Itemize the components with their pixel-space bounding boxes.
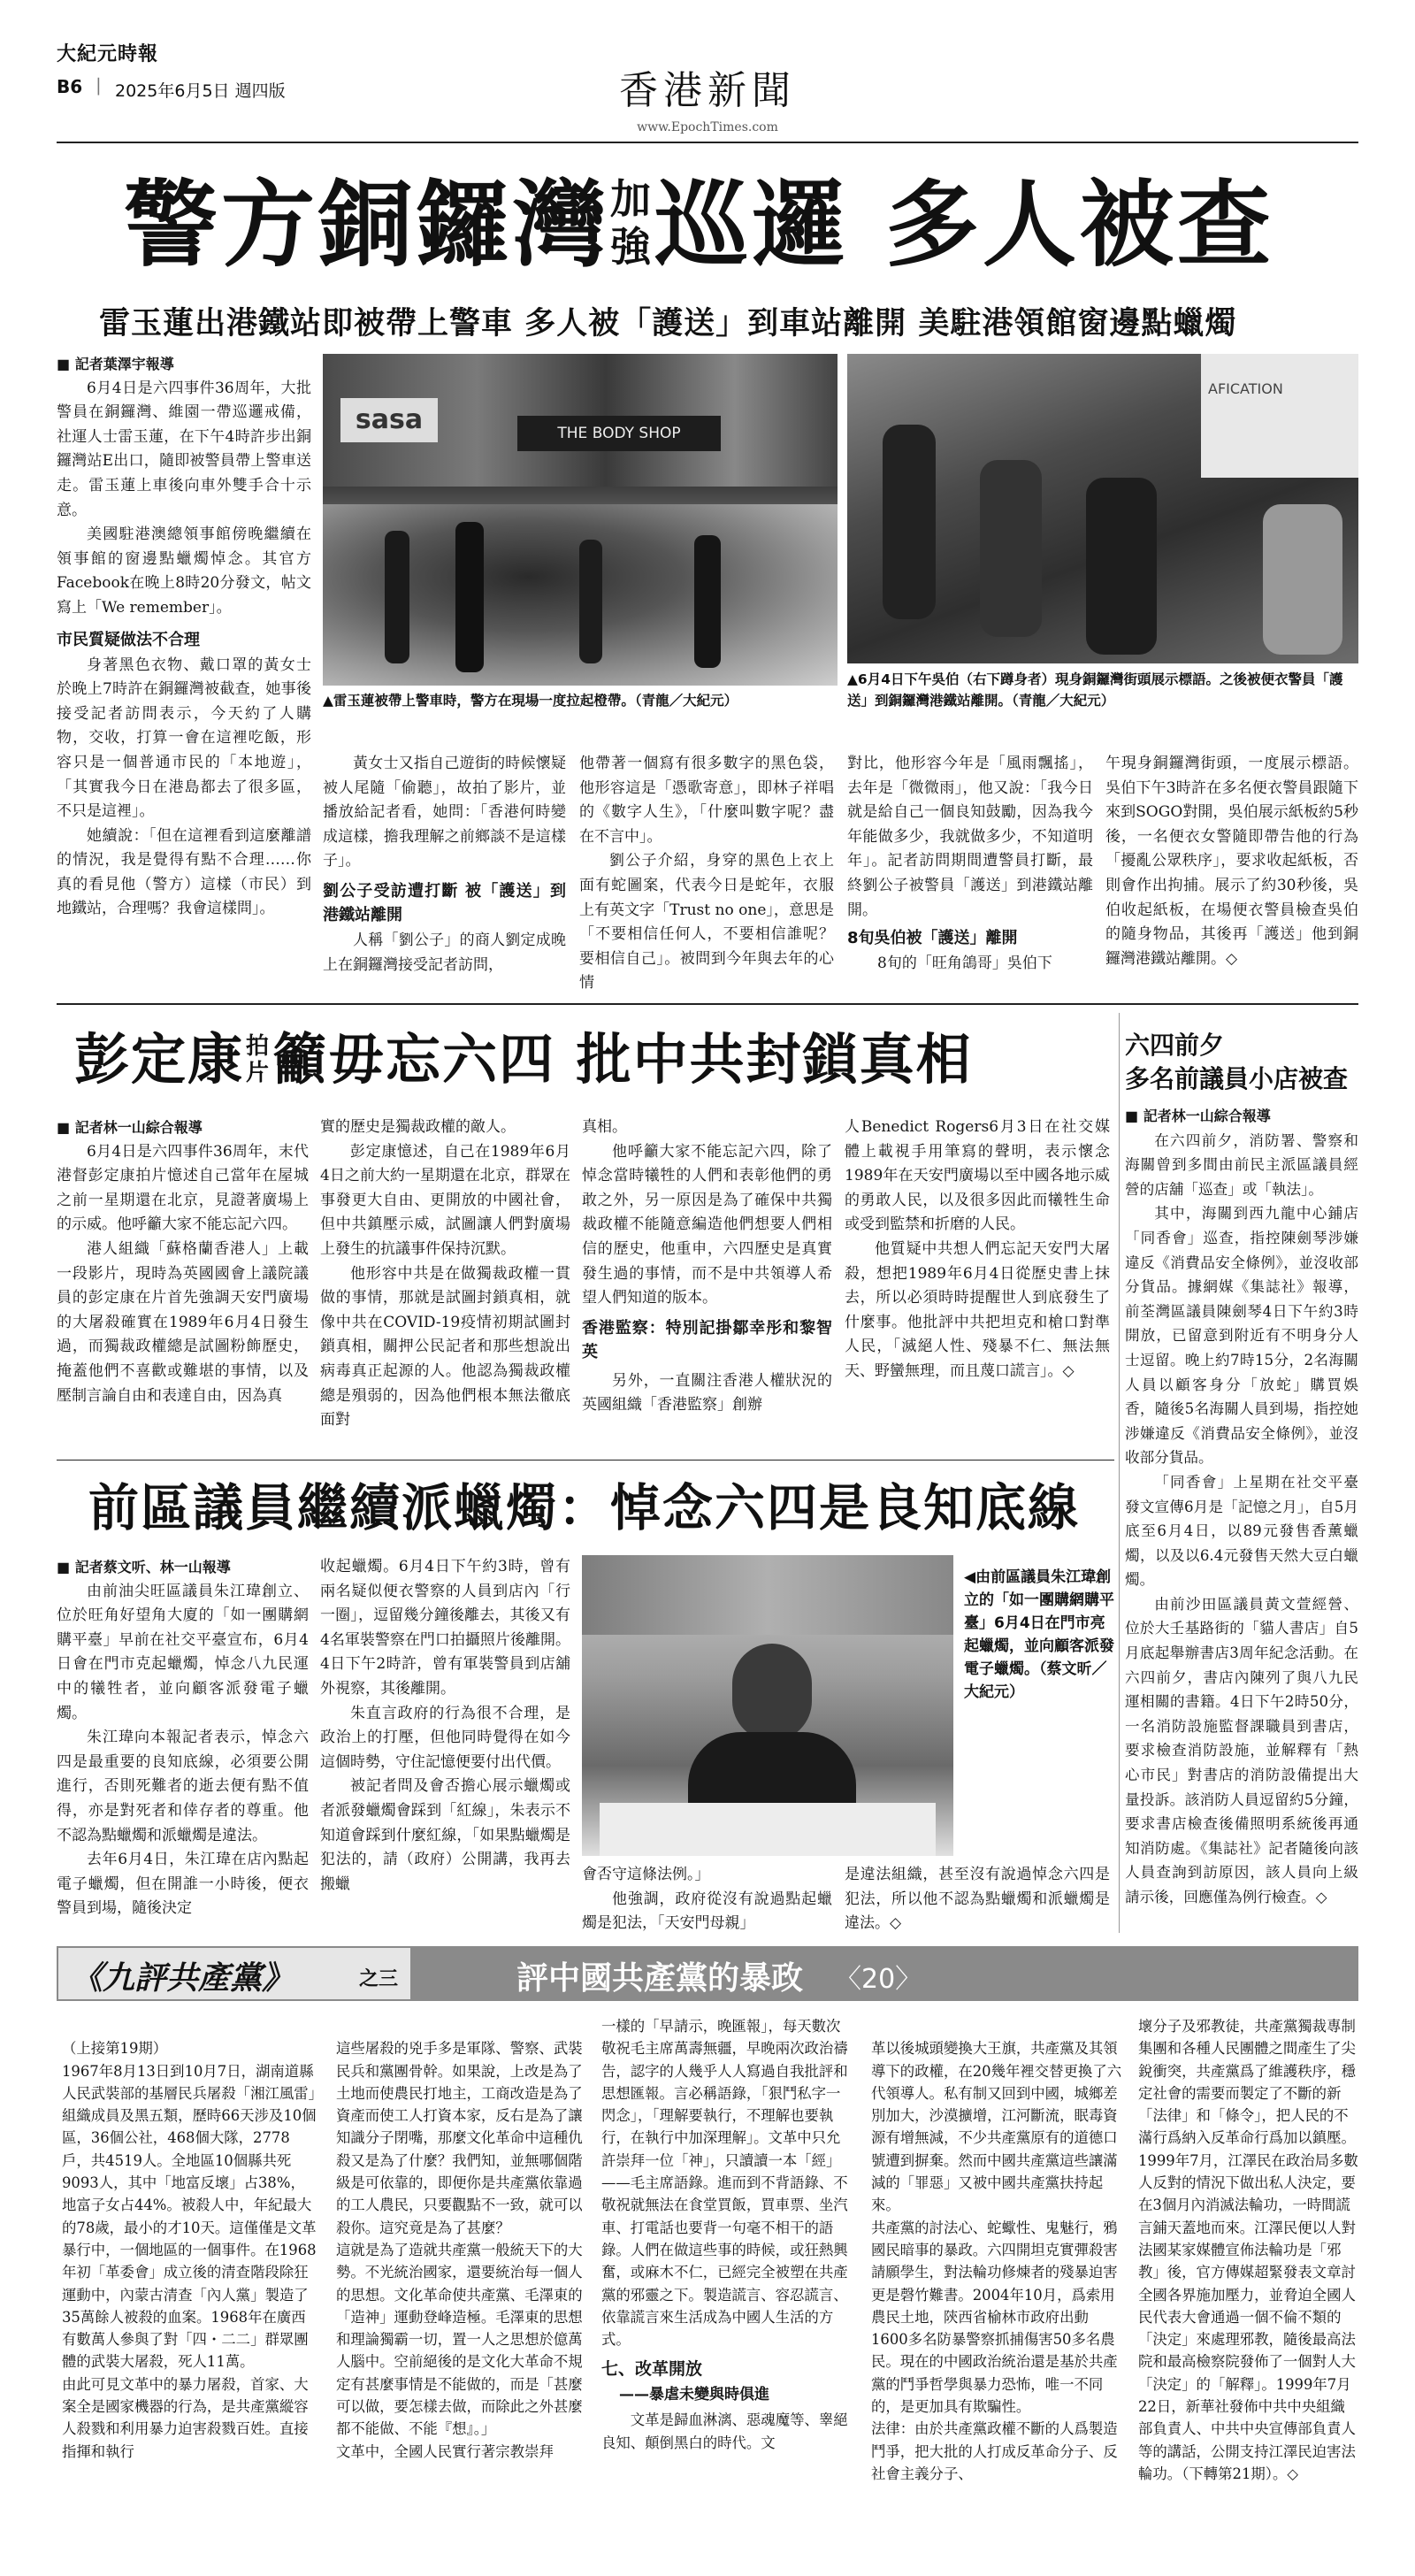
person-figure bbox=[1086, 478, 1157, 655]
store-sign-sasa bbox=[340, 398, 438, 442]
paragraph: 去年6月4日，朱江瑋在店內點起電子蠟燭，但在開誰一小時後，便衣警員到場，隨後決定 bbox=[57, 1851, 309, 1918]
story3-headline: 前區議員繼續派蠟燭：悼念六四是良知底線 bbox=[88, 1479, 1080, 1537]
paragraph: （上接第19期） 1967年8月13日到10月7日，湖南道縣人民武裝部的基層民兵屠殺「湘江風雷」組織成員及黑五類，歷時66天涉及10個區，36個公社，468個大隊，2778戶，共4519人。全地區10個縣共死9093人，其中「地富反壞」占38%，地富子女占44%。被殺人中，年紀最大的78歲，最小的才10天。這僅僅是文革暴行中，一個地區的一個事件。在1968年初「革委會」成立後的清查階段除狂運動中，內蒙古清查「內人黨」製造了35萬餘人被殺的血案。1968年在廣西有數萬人參與了對「四・二二」群眾團體的武裝大屠殺，死人11萬。 由此可見文革中的暴力屠殺，首家、大案全是國家機器的行為，是共產黨縱容人殺戮和利用暴力迫害殺戮百姓。直接指揮和執行 bbox=[62, 2040, 317, 2460]
separator: | bbox=[96, 74, 102, 96]
story2-col3 bbox=[582, 1116, 832, 1443]
paragraph: 會否守這條法例。」 bbox=[582, 1866, 710, 1883]
paragraph: 港人組織「蘇格蘭香港人」上載一段影片，現時為英國國會上議院議員的彭定康在片首先強調天安門廣場的大屠殺確實在1989年6月4日發生過，而獨裁政權總是試圖粉飾歷史，掩蓋他們不喜歡或難堪的事情，以及壓制言論自由和表達自由，因為真 bbox=[57, 1239, 309, 1405]
story3-col2 bbox=[320, 1555, 570, 1931]
paragraph: 革以後城頭變換大王旗，共產黨及其領導下的政權，在20幾年裡交替更換了六代領導人。私有制又回到中國，城鄉差別加大，沙漠擴增，江河斷流，眠毒資源有增無減，不少共產黨原有的道德口號遭到摒棄。然而中國共產黨這些讓滿減的「罪惡」又被中國共產黨扶持起來。 共產黨的討法心、蛇蠍性、鬼魅行，鴉國民暗事的暴政。六四開坦克實彈殺害請願學生，對法輪功修煉者的殘暴迫害更是磬竹難書。2004年10月，爲索用農民土地，陝西省榆林市政府出動1600多名防暴警察抓捕傷害50多名農民。現在的中國政治統治還是基於共產黨的鬥爭哲學與暴力恐怖，唯一不同的，是更加具有欺騙性。 法律：由於共產黨政權不斷的人爲製造鬥爭，把大批的人打成反革命分子、反社會主義分子、 bbox=[871, 2040, 1122, 2482]
paragraph: 被記者問及會否擔心展示蠟燭或者派發蠟燭會踩到「紅線」，朱表示不知道會踩到什麼紅線，「如果點蠟燭是犯法的，請（政府）公開講，我再去搬蠟 bbox=[320, 1777, 570, 1893]
person-head bbox=[732, 1644, 812, 1741]
byline: ■ 記者葉澤宇報導 bbox=[57, 356, 174, 372]
paragraph: 他質疑中共想人們忘記天安門大屠殺，想把1989年6月4日從歷史書上抹去，所以必須時時提醒世人到底發生了什麼事。他批評中共把坦克和槍口對準人民，「滅絕人性、殘暴不仁、無法無天、野蠻無理，而且蔑口謊言」。◇ bbox=[845, 1239, 1110, 1380]
sidebar-body bbox=[1125, 1104, 1358, 1931]
story2-col1 bbox=[57, 1116, 309, 1443]
subheading: 劉公子受訪遭打斷 被「護送」到港鐵站離開 bbox=[323, 881, 566, 924]
sidebar-title-1: 六四前夕 bbox=[1125, 1031, 1225, 1060]
person-figure bbox=[883, 425, 936, 619]
story1 bbox=[0, 150, 1415, 1000]
paragraph: 他呼籲大家不能忘記六四，除了悼念當時犧牲的人們和表彰他們的勇敢之外，另一原因是為了確保中共獨裁政權不能隨意編造他們想要人們相信的歷史，他重申，六四歷史是真實發生過的事情，而不是中共領導人希望人們知道的版本。 bbox=[582, 1142, 832, 1307]
story1-col2 bbox=[323, 752, 566, 982]
paragraph: 美國駐港澳總領事館傍晚繼續在領事館的窗邊點蠟燭悼念。其官方Facebook在晚上8時20分發文，帖文寫上「We remember」。 bbox=[57, 525, 311, 617]
paragraph: 6月4日是六四事件36周年，大批警員在銅鑼灣、維園一帶巡邏戒備，社運人士雷玉蓮，在下午4時許步出銅鑼灣站E出口，隨即被警員帶上警車送走。雷玉蓮上車後向車外雙手合十示意。 bbox=[57, 379, 311, 519]
officer-figure bbox=[455, 522, 484, 672]
paragraph: 午現身銅鑼灣街頭，一度展示標語。吳伯下午3時許在多名便衣警員跟隨下來到SOGO對開，吳伯展示紙板約5秒後，一名便衣女警隨即帶告他的行為「擾亂公眾秩序」，要求收起紙板，否則會作出拘捕。展示了約30秒後，吳伯收起紙板，在場便衣警員檢查吳伯的隨身物品，其後再「護送」他到銅鑼灣港鐵站離開。◇ bbox=[1105, 755, 1358, 968]
story1-col3 bbox=[579, 752, 834, 993]
story3-col3 bbox=[582, 1863, 832, 1934]
shelf-band bbox=[582, 1555, 953, 1635]
series-title-suffix: 之三 bbox=[359, 1968, 399, 1990]
sidebar-divider bbox=[1119, 1013, 1120, 1933]
paragraph: 她續說：「但在這裡看到這麼離譜的情況，我是覺得有點不合理……你真的看見他（警方）這樣（市民）到地鐵站，合理嗎？我會這樣問」。 bbox=[57, 826, 311, 918]
photo1-caption: ▲雷玉蓮被帶上警車時，警方在現場一度拉起橙帶。（青龍／大紀元） bbox=[323, 693, 738, 709]
series-number: 〈20〉 bbox=[835, 1964, 922, 1995]
story2-col4 bbox=[845, 1116, 1110, 1443]
series-col3 bbox=[601, 2015, 853, 2555]
paragraph: 其中，海關到西九龍中心鋪店「同香會」巡查，指控陳劍琴涉嫌違反《消費品安全條例》，並沒收部分貨品。據網媒《集誌社》報導，前荃灣區議員陳劍琴4日下午約3時開放，已留意到附近有不明身分人士逗留。晚上約7時15分，2名海關人員以顧客身分「放蛇」購買娛香，隨後5名海關人員到場，指控她涉嫌違反《消費品安全條例》，並沒收部分貨品。 bbox=[1125, 1205, 1358, 1467]
story3-col1 bbox=[57, 1555, 309, 1931]
story3 bbox=[0, 1460, 1123, 1939]
byline: ■ 記者蔡文听、林一山報導 bbox=[57, 1559, 231, 1576]
paragraph: 他形容中共是在做獨裁政權一貫做的事情，那就是試圖封鎖真相，就像中共在COVID-19疫情初期試圖封鎖真相，關押公民記者和那些想說出病毒真正起源的人。他認為獨裁政權總是殞弱的，因為他們根本無法徹底面對 bbox=[320, 1264, 570, 1430]
story1-headline bbox=[124, 159, 1274, 292]
story1-col1 bbox=[57, 352, 311, 998]
website: www.EpochTimes.com bbox=[637, 120, 778, 134]
paragraph: 人稱「劉公子」的商人劉定成晚上在銅鑼灣接受記者訪問， bbox=[323, 931, 566, 974]
photo-wu-pak bbox=[847, 354, 1358, 663]
series-col1 bbox=[62, 2015, 318, 2555]
paragraph: 收起蠟燭。6月4日下午約3時，曾有兩名疑似便衣警察的人員到店內「行一圈」，逗留幾分鐘後離去，其後又有4名軍裝警察在門口拍攝照片後離開。4日下午2時許，曾有軍裝警員到店舖外視察，其後離開。 bbox=[320, 1558, 570, 1698]
paragraph: 朱直言政府的行為很不合理，是政治上的打壓，但他同時覺得在如今這個時勢，守住記憶便要付出代價。 bbox=[320, 1704, 570, 1771]
story2-col2 bbox=[320, 1116, 570, 1443]
story2 bbox=[0, 1005, 1123, 1456]
officer-figure bbox=[579, 540, 602, 663]
sign-text: AFICATION bbox=[1208, 380, 1283, 397]
story3-col4 bbox=[845, 1863, 1110, 1934]
paragraph: 對比，他形容今年是「風雨飄搖」，去年是「微微雨」，他又說：「我今日就是給自己一個良知鼓勵，因為我今年能做多少，我就做多少，不知道明年」。記者訪問期間遭警員打斷，最終劉公子被警員「護送」到港鐵站離開。 bbox=[847, 755, 1093, 919]
paragraph: 8旬的「旺角鴿哥」吳伯下 bbox=[877, 954, 1052, 973]
person-figure bbox=[1263, 504, 1342, 655]
paragraph: 這些屠殺的兇手多是軍隊、警察、武裝民兵和黨團骨幹。如果說，上改是為了土地而使農民打地主，工商改造是為了資產而使工人打資本家，反右是為了讓知識分子閉嘴，那麼文化革命中這種仇殺又是為了什麼？我們知，並無哪個階級是可依靠的，即便你是共產黨依靠過的工人農民，只要觀點不一致，就可以殺你。這究竟是為了甚麼？ 這就是為了造就共產黨一般統天下的大勢。不光統治國家，還要統治每一個人的思想。文化革命使共產黨、毛澤東的「造神」運動登峰造極。毛澤東的思想和理論獨霸一切，置一人之思想於億萬人腦中。空前絕後的是文化大革命不規定有甚麼事情是不能做的，而是「甚麼可以做，要怎樣去做，而除此之外甚麼都不能做、不能『想』。」 文革中，全國人民實行著宗教崇拜 bbox=[336, 2040, 583, 2460]
paragraph: 「同香會」上星期在社交平臺發文宣傳6月是「記憶之月」，自5月底至6月4日，以89元發售香薰蠟燭，以及以6.4元發售天然大豆白蠟燭。 bbox=[1125, 1473, 1358, 1589]
subheading: 8旬吳伯被「護送」離開 bbox=[847, 929, 1018, 948]
sidebar-title-2: 多名前議員小店被查 bbox=[1125, 1064, 1349, 1093]
paragraph: 壞分子及邪教徒，共產黨獨裁專制集團和各種人民團體之間產生了尖銳衝突，共產黨爲了維護秩序，穩定社會的需要而製定了不斷的新「法律」和「條令」，把人民的不滿行爲納入反革命行爲加以鎮壓。1999年7月，江澤民在政治局多數人反對的情況下做出私人決定，要在3個月內消滅法輪功，一時間謊言鋪天蓋地而來。江澤民便以人對法國某家媒體宣佈法輪功是「邪教」後，官方傳媒超緊發表文章討全國各界施加壓力，並脅迫全國人民代表大會通過一個不倫不類的「決定」來處理邪教，隨後最高法院和最高檢察院發佈了一個對人大「決定」的「解釋」。1999年7月22日，新華社發佈中共中央組織部負責人、中共中央宣傳部負責人等的講話，公開支持江澤民迫害法輪功。（下轉第21期）。◇ bbox=[1138, 2018, 1358, 2482]
masthead-rule bbox=[57, 142, 1358, 143]
photo-police-causeway-bay bbox=[323, 354, 838, 686]
officer-figure bbox=[694, 535, 721, 668]
headline-part-b: 巡邏 多人被查 bbox=[654, 171, 1274, 280]
subheading: 市民質疑做法不合理 bbox=[57, 630, 200, 649]
masthead bbox=[0, 0, 1415, 155]
paragraph: 朱江瑋向本報記者表示，悼念六四是最重要的良知底線，必須要公開進行，否則死難者的逝去便有點不值得，亦是對死者和倖存者的尊重。他不認為點蠟燭和派蠟燭是違法。 bbox=[57, 1729, 309, 1844]
counter bbox=[600, 1803, 936, 1856]
subheading: 香港監察：特別記掛鄒幸彤和黎智英 bbox=[582, 1318, 832, 1361]
sign-board bbox=[1201, 354, 1358, 478]
story1-subheadline: 雷玉蓮出港鐵站即被帶上警車 多人被「護送」到車站離開 美駐港領館窗邊點蠟燭 bbox=[99, 306, 1237, 341]
headline-small-2: 強 bbox=[610, 223, 654, 271]
series-banner bbox=[57, 1946, 1358, 2001]
section-title: 香港新聞 bbox=[619, 68, 796, 113]
sidebar bbox=[1125, 1008, 1358, 1937]
paragraph: 實的歷史是獨裁政權的敵人。 bbox=[320, 1118, 516, 1136]
series-col4 bbox=[871, 2015, 1123, 2555]
headline-small-chars bbox=[610, 175, 654, 271]
headline-small-1: 加 bbox=[610, 175, 654, 223]
paper-name: 大紀元時報 bbox=[57, 42, 159, 65]
byline: ■ 記者林一山綜合報導 bbox=[57, 1119, 203, 1136]
paragraph: 由前油尖旺區議員朱江瑋創立、位於旺角好望角大廈的「如一團購網購平臺」早前在社交平臺宣布，6月4日會在門市克起蠟燭，悼念八九民運中的犧牲者，並向顧客派發電子蠟燭。 bbox=[57, 1582, 309, 1722]
paragraph: 他帶著一個寫有很多數字的黑色袋，他形容這是「憑歌寄意」，即林子祥唱的《數字人生》，「什麼叫數字呢？盡在不言中」。 bbox=[579, 755, 834, 846]
officer-figure bbox=[385, 531, 409, 663]
headline-small-chars bbox=[244, 1033, 272, 1086]
person-figure bbox=[980, 460, 1042, 637]
paragraph: 人Benedict Rogers6月3日在社交媒體上載視手用筆寫的聲明，表示懷念1989年在天安門廣場以至中國各地示威的勇敢人民，以及很多因此而犧牲生命或受到監禁和折磨的人民。 bbox=[845, 1118, 1110, 1234]
series-col2 bbox=[336, 2015, 593, 2555]
paragraph: 身著黑色衣物、戴口罩的黃女士於晚上7時許在銅鑼灣被截查，她事後接受記者訪問表示，今天約了人購物，交收，打算一會在這裡吃飯，形容只是一個普通市民的「本地遊」，「其實我今日在港島都去了很多區，不只是這裡」。 bbox=[57, 656, 311, 821]
paragraph: 劉公子介紹，身穿的黑色上衣上面有蛇圖案，代表今日是蛇年，衣服上有英文字「Trust no one」，意思是「不要相信任何人，不要相信誰呢？要相信自己」。被問到今年與去年的心情 bbox=[579, 852, 834, 993]
paragraph: 黃女士又指自己遊街的時候懷疑被人尾隨「偷聽」，故拍了影片，並播放給記者看，她問：「香港何時變成這樣，擔我理解之前鄉談不是這樣子」。 bbox=[323, 755, 566, 870]
headline-part-a: 彭定康 bbox=[74, 1027, 245, 1092]
paragraph: 另外，一直關注香港人權狀況的英國組織「香港監察」創辦 bbox=[582, 1371, 832, 1414]
paragraph: 文革是歸血淋漓、惡魂魔等、睾絕良知、顛倒黑白的時代。文 bbox=[601, 2411, 848, 2451]
story1-col4 bbox=[847, 752, 1093, 982]
paragraph: 彭定康憶述，自己在1989年6月4日之前大約一星期還在北京，群眾在事發更大自由、更開放的中國社會，但中共鎮壓示威，試圖讓人們對廣場上發生的抗議事件保持沉默。 bbox=[320, 1142, 570, 1258]
photo3-caption: ◀由前區議員朱江瑋創立的「如一團購網購平臺」6月4日在門市亮起蠟燭，並向顧客派發電子蠟燭。（蔡文昕／大紀元） bbox=[964, 1568, 1114, 1701]
headline-part-a: 警方銅鑼灣 bbox=[124, 171, 610, 280]
store-sign-text: THE BODY SHOP bbox=[557, 425, 681, 442]
byline: ■ 記者林一山綜合報導 bbox=[1125, 1108, 1271, 1124]
headline-small-2: 片 bbox=[246, 1060, 272, 1086]
photo-candle-shop bbox=[582, 1555, 953, 1856]
subheading: 七、改革開放 bbox=[601, 2359, 703, 2380]
story2-headline bbox=[74, 1017, 973, 1102]
subheading: ——暴虐未變與時俱進 bbox=[619, 2386, 769, 2404]
store-sign-text: sasa bbox=[355, 404, 424, 435]
paragraph: 真相。 bbox=[582, 1118, 627, 1136]
photo2-caption: ▲6月4日下午吳伯（右下蹲身者）現身銅鑼灣街頭展示標語。之後被便衣警員「護送」到銅鑼灣港鐵站離開。（青龍／大紀元） bbox=[847, 671, 1343, 709]
headline-part-b: 籲毋忘六四 批中共封鎖真相 bbox=[272, 1027, 973, 1092]
series-banner-title: 評中國共產黨的暴政 bbox=[516, 1960, 804, 1997]
series-col5 bbox=[1138, 2015, 1358, 2555]
paragraph: 在六四前夕，消防署、警察和海關曾到多間由前民主派區議員經營的店舖「巡查」或「執法」。 bbox=[1125, 1131, 1358, 1198]
series-title-box bbox=[57, 1946, 412, 2001]
issue-date: 2025年6月5日 週四版 bbox=[115, 81, 286, 101]
story1-col5 bbox=[1105, 752, 1358, 982]
paragraph: 由前沙田區議員黃文萱經營、位於大壬基路街的「貓人書店」自5月底起舉辦書店3周年紀念活動。在六四前夕，書店內陳列了與八九民運相關的書籍。4日下午2時50分，一名消防設施監督課職員到書店，要求檢查消防設施，並解釋有「熱心市民」對書店的消防設備提出大量投訴。該消防人員逗留約5分鐘，要求書店檢查後備照明系統後再通知消防處。《集誌社》記者隨後向該人員查詢到訪原因，該人員向上級請示後，回應僅為例行檢查。◇ bbox=[1125, 1595, 1358, 1905]
series-title: 《九評共產黨》 bbox=[71, 1959, 294, 1997]
page-number: B6 bbox=[57, 76, 83, 97]
headline-small-1: 拍 bbox=[246, 1033, 272, 1060]
paragraph: 是違法組織，甚至沒有說過悼念六四是犯法，所以他不認為點蠟燭和派蠟燭是違法。◇ bbox=[845, 1866, 1110, 1933]
paragraph: 一樣的「早請示，晚匯報」，每天數次敬祝毛主席萬壽無疆，早晚兩次政治禱告，認字的人幾乎人人寫過自我批評和思想匯報。言必稱語錄，「狠鬥私字一閃念」，「理解要執行，不理解也要執行，在執行中加深理解」。文革中只允許崇拜一位「神」，只讀讀一本「經」——毛主席語錄。進而到不背語錄、不敬祝就無法在食堂買飯，買車票、坐汽車、打電話也要背一句毫不相干的語錄。人們在做這些事的時候，或狂熱興奮，或麻木不仁，已經完全被塑在共產黨的邪靈之下。製造謊言、容忍謊言、依靠謊言來生活成為中國人生活的方式。 bbox=[601, 2018, 848, 2349]
store-sign-bodyshop bbox=[517, 416, 721, 451]
paragraph: 他強調，政府從沒有說過點起蠟燭是犯法，「天安門母親」 bbox=[582, 1890, 832, 1933]
paragraph: 6月4日是六四事件36周年，末代港督彭定康拍片憶述自己當年在屋城之前一星期還在北京，見證著廣場上的示威。他呼籲大家不能忘記六四。 bbox=[57, 1142, 309, 1234]
